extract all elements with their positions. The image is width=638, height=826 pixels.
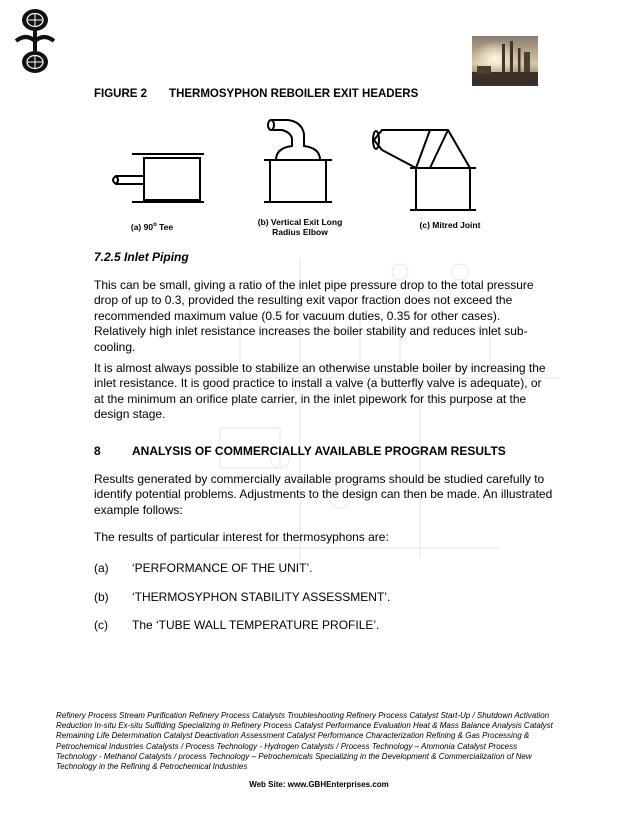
section-8-heading: 8 ANALYSIS OF COMMERCIALLY AVAILABLE PROGRAM RESULTS bbox=[94, 444, 506, 458]
footer-services-text: Refinery Process Stream Purification Refinery Process Catalysts Troubleshooting Refinery Process Catalyst Start-Up / Shutdown Activation Reduction In-situ Ex-situ Sulfiding Specializing in Refinery Process Catalyst Performance Evaluation Heat & Mass Balance Analysis Catalyst Remaining Life Determination Catalyst Deactivation Assessment Catalyst Performance Characterization Refining & Gas Processing & Petrochemical Industries Catalysts / Process Technology - Hydrogen Catalysts / Process Technology – Ammonia Catalyst Process Technology - Methanol Catalysts / process Technology – Petrochemicals Specializing in the Development & Commercialization of New Technology in the Refining & Petrochemical Industries bbox=[56, 711, 553, 772]
mitred-joint-drawing bbox=[373, 130, 476, 210]
section-725-heading: 7.2.5 Inlet Piping bbox=[94, 250, 189, 264]
section-725-paragraph-1: This can be small, giving a ratio of the inlet pipe pressure drop to the total pressure drop of up to 0.3, provided the resulting exit vapor fraction does not exceed the recommended maximum value (0.5 for vacuum duties, 0.35 for other cases). Relatively high inlet resistance increases the boiler stability and reduces inlet sub-cooling. bbox=[94, 278, 534, 354]
section-8-paragraph-2: The results of particular interest for thermosyphons are: bbox=[94, 530, 389, 544]
company-logo bbox=[12, 6, 58, 76]
tee-drawing bbox=[113, 154, 204, 202]
figure-label: FIGURE 2 bbox=[94, 88, 148, 100]
caption-a: (a) 90$^o$ Tee bbox=[130, 221, 174, 232]
section-8-paragraph-1: Results generated by commercially available programs should be studied carefully to identify potential problems. Adjustments to the design can then be made. An illustrated example follows: bbox=[94, 472, 553, 517]
list-item: (c) The ‘TUBE WALL TEMPERATURE PROFILE’. bbox=[94, 618, 380, 632]
caption-b: (b) Vertical Exit Long Radius Elbow bbox=[257, 217, 343, 237]
refinery-photo bbox=[472, 36, 538, 86]
list-item: (a) ‘PERFORMANCE OF THE UNIT’. bbox=[94, 561, 313, 575]
caption-c: (c) Mitred Joint bbox=[419, 220, 481, 230]
section-725-paragraph-2: It is almost always possible to stabilize an otherwise unstable boiler by increasing the inlet resistance. It is good practice to install a valve (a butterfly valve is adequate), or at the minimum an orifice plate carrier, in the inlet pipework for this purpose at the design stage. bbox=[94, 361, 546, 422]
elbow-drawing bbox=[264, 120, 332, 202]
figure-heading: THERMOSYPHON REBOILER EXIT HEADERS bbox=[169, 88, 419, 100]
footer-website: Web Site: www.GBHEnterprises.com bbox=[249, 780, 389, 789]
list-item: (b) ‘THERMOSYPHON STABILITY ASSESSMENT’. bbox=[94, 590, 391, 604]
figure-title bbox=[94, 88, 418, 100]
